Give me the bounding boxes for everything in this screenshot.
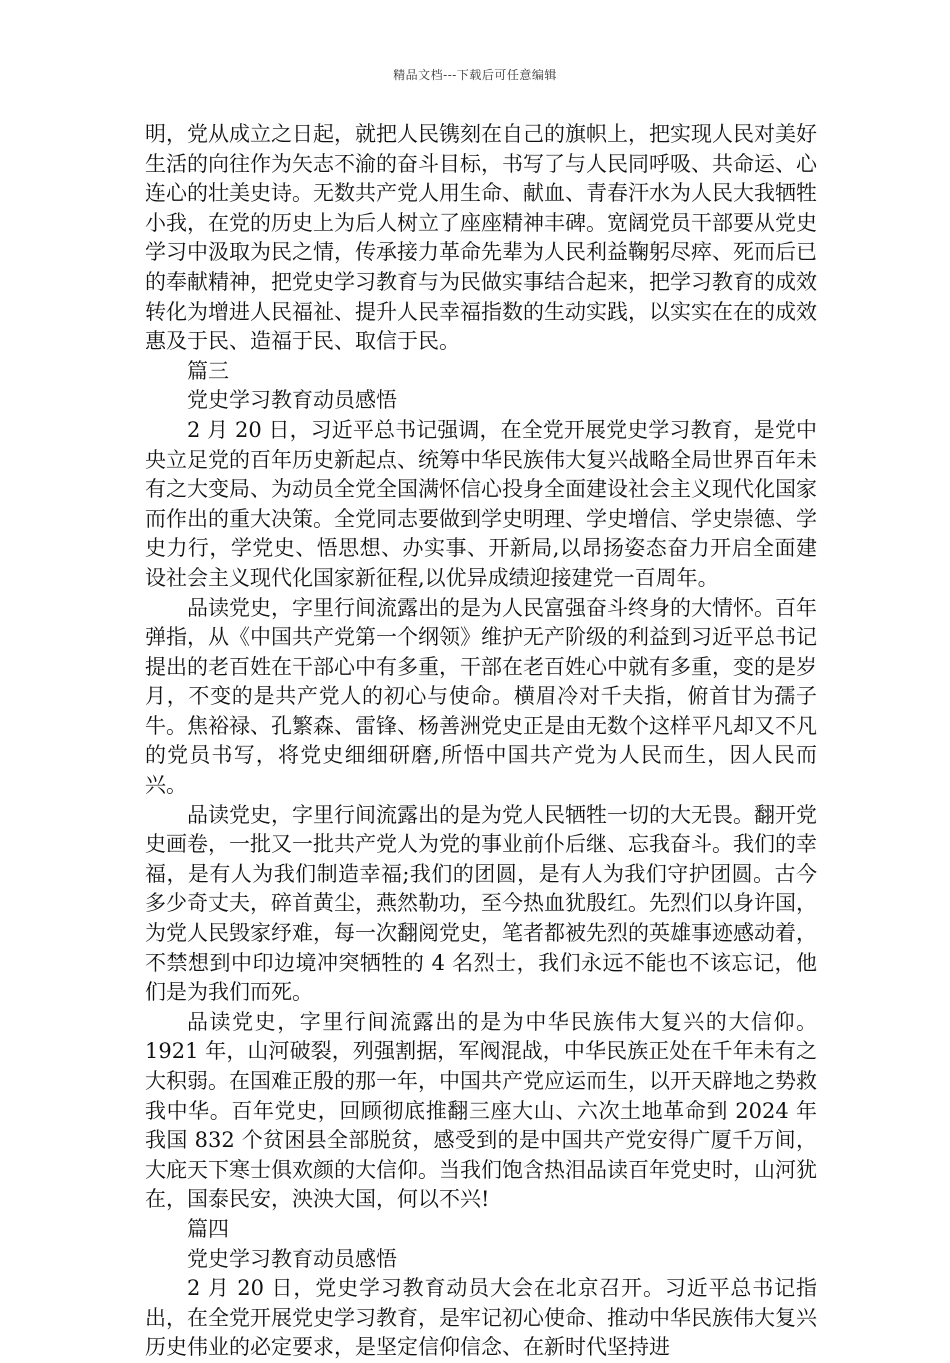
- section-title-3: 党史学习教育动员感悟: [187, 388, 397, 413]
- paragraph: 品读党史，字里行间流露出的是为党人民牺牲一切的大无畏。翻开党史画卷，一批又一批共产党人为党的事业前仆后继、忘我奋斗。我们的幸福，是有人为我们制造幸福;我们的团圆，是有人为我们守护团圆。古今多少奇丈夫，碎首黄尘，燕然勒功，至今热血犹殷红。先烈们以身许国，为党人民毁家纾难，每一次翻阅党史，笔者都被先烈的英雄事迹感动着，不禁想到中印边境冲突牺牲的 4 名烈士，我们永远不能也不该忘记，他们是为我们而死。: [145, 802, 817, 1005]
- paragraph: 品读党史，字里行间流露出的是为中华民族伟大复兴的大信仰。1921 年，山河破裂，列强割据，军阀混战，中华民族正处在千年未有之大积弱。在国难正殷的那一年，中国共产党应运而生，以开天辟地之势救我中华。百年党史，回顾彻底推翻三座大山、六次土地革命到 2024 年我国 832 个贫困县全部脱贫，感受到的是中国共产党安得广厦千万间，大庇天下寒士俱欢颜的大信仰。当我们饱含热泪品读百年党史时，山河犹在，国泰民安，泱泱大国，何以不兴!: [145, 1009, 817, 1212]
- document-body: [145, 120, 817, 1363]
- section-title-4: 党史学习教育动员感悟: [187, 1246, 397, 1271]
- page-header: 精品文档---下载后可任意编辑: [393, 68, 557, 82]
- paragraph: 品读党史，字里行间流露出的是为人民富强奋斗终身的大情怀。百年弹指，从《中国共产党第一个纲领》维护无产阶级的利益到习近平总书记提出的老百姓在干部心中有多重，干部在老百姓心中就有多重，变的是岁月，不变的是共产党人的初心与使命。横眉冷对千夫指，俯首甘为孺子牛。焦裕禄、孔繁森、雷锋、杨善洲党史正是由无数个这样平凡却又不凡的党员书写，将党史细细研磨,所悟中国共产党为人民而生，因人民而兴。: [145, 595, 817, 798]
- section-label-3: 篇三: [187, 358, 229, 383]
- paragraph: 2 月 20 日，党史学习教育动员大会在北京召开。习近平总书记指出，在全党开展党史学习教育，是牢记初心使命、推动中华民族伟大复兴历史伟业的必定要求，是坚定信仰信念、在新时代坚持进: [145, 1276, 817, 1360]
- paragraph: 2 月 20 日，习近平总书记强调，在全党开展党史学习教育，是党中央立足党的百年历史新起点、统筹中华民族伟大复兴战略全局世界百年未有之大变局、为动员全党全国满怀信心投身全面建设社会主义现代化国家而作出的重大决策。全党同志要做到学史明理、学史增信、学史崇德、学史力行，学党史、悟思想、办实事、开新局,以昂扬姿态奋力开启全面建设社会主义现代化国家新征程,以优异成绩迎接建党一百周年。: [145, 417, 817, 590]
- section-label-4: 篇四: [187, 1216, 229, 1241]
- paragraph-continuation: 明，党从成立之日起，就把人民镌刻在自己的旗帜上，把实现人民对美好生活的向往作为矢志不渝的奋斗目标，书写了与人民同呼吸、共命运、心连心的壮美史诗。无数共产党人用生命、献血、青春汗水为人民大我牺牲小我，在党的历史上为后人树立了座座精神丰碑。宽阔党员干部要从党史学习中汲取为民之情，传承接力革命先辈为人民利益鞠躬尽瘁、死而后已的奉献精神，把党史学习教育与为民做实事结合起来，把学习教育的成效转化为增进人民福祉、提升人民幸福指数的生动实践，以实实在在的成效惠及于民、造福于民、取信于民。: [145, 122, 817, 354]
